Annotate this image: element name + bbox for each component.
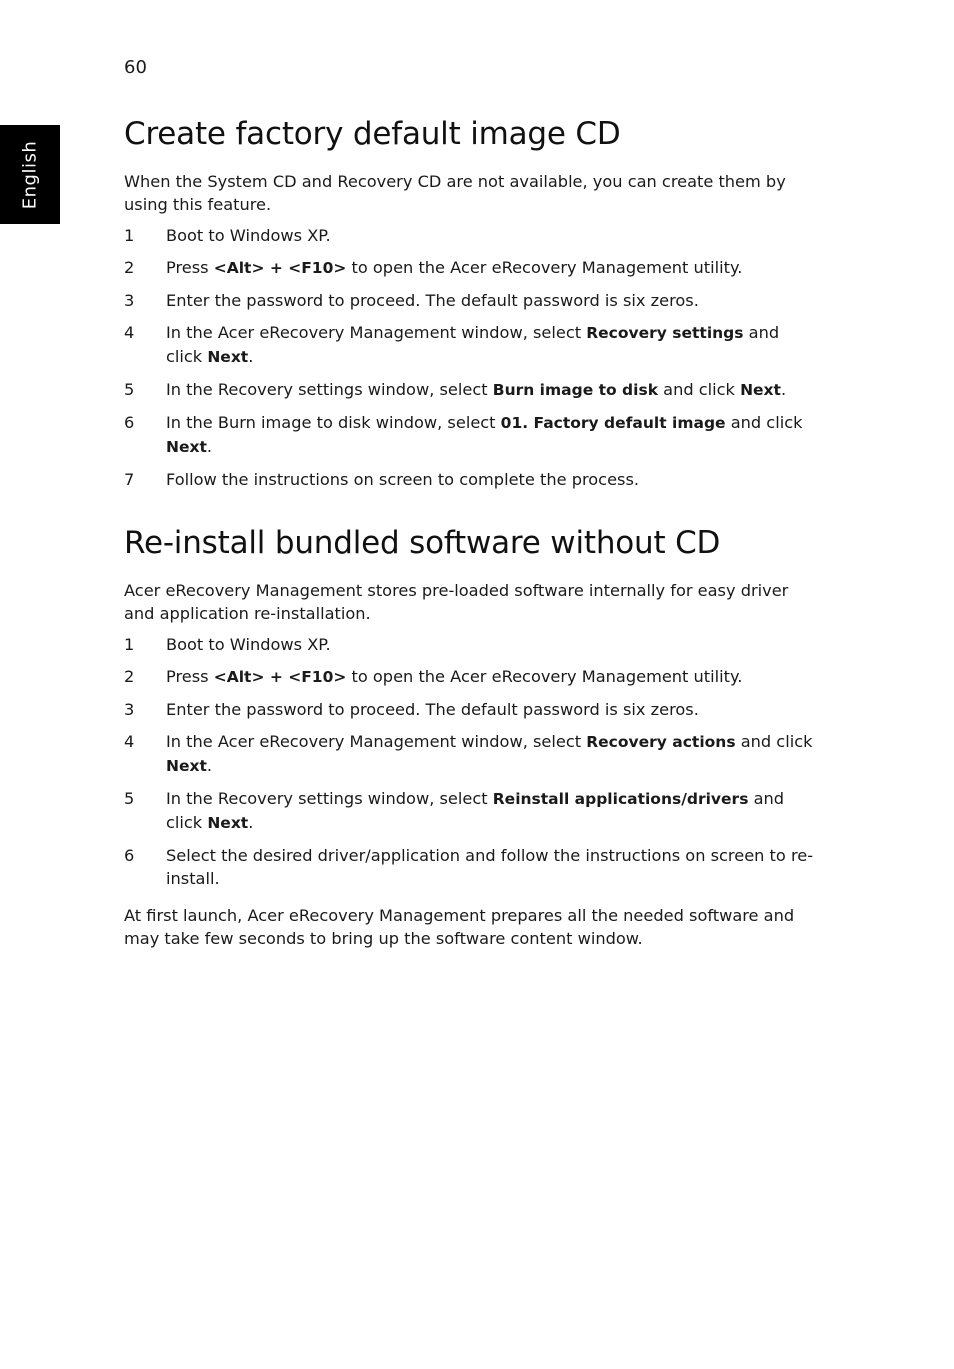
- page-number: 60: [124, 57, 147, 78]
- step-text: In the Acer eRecovery Management window, select: [166, 323, 587, 342]
- step-text: Boot to Windows XP.: [166, 635, 331, 654]
- step-text: .: [780, 380, 787, 399]
- step-item: [124, 411, 814, 459]
- step-number: 5: [124, 789, 135, 808]
- step-text: Press: [166, 667, 214, 686]
- step-emphasis: Next: [207, 814, 249, 832]
- step-text: In the Recovery settings window, select: [166, 789, 493, 808]
- step-item: [124, 787, 814, 835]
- step-number: 4: [124, 732, 135, 751]
- step-emphasis: <Alt> + <F10>: [213, 668, 347, 686]
- step-text: .: [206, 756, 213, 775]
- step-emphasis: Reinstall applications/drivers: [492, 790, 749, 808]
- step-text: Follow the instructions on screen to complete the process.: [166, 470, 640, 489]
- step-text: and click: [166, 323, 780, 366]
- step-text: Select the desired driver/application and follow the instructions on screen to re-install.: [166, 846, 814, 888]
- step-item: [124, 321, 814, 369]
- section-intro-reinstall: Acer eRecovery Management stores pre-loaded software internally for easy driver and application re-installation.: [124, 581, 789, 623]
- step-number: 2: [124, 667, 135, 686]
- step-text: Enter the password to proceed. The default password is six zeros.: [166, 700, 699, 719]
- page-content: [124, 112, 814, 958]
- step-text: In the Recovery settings window, select: [166, 380, 493, 399]
- step-number: 3: [124, 291, 135, 310]
- step-item: [124, 468, 814, 491]
- step-emphasis: Burn image to disk: [492, 381, 658, 399]
- step-item: [124, 633, 814, 656]
- step-text: Enter the password to proceed. The default password is six zeros.: [166, 291, 699, 310]
- step-text: and click: [735, 732, 813, 751]
- step-text: .: [248, 347, 254, 366]
- step-emphasis: Recovery settings: [586, 324, 744, 342]
- step-item: [124, 844, 814, 890]
- step-number: 3: [124, 700, 135, 719]
- step-text: and click: [725, 413, 803, 432]
- language-tab: [0, 125, 60, 224]
- step-text: and click: [658, 380, 741, 399]
- step-text: to open the Acer eRecovery Management utility.: [346, 667, 743, 686]
- step-item: [124, 730, 814, 778]
- step-item: [124, 378, 814, 402]
- section-intro-create-image: When the System CD and Recovery CD are not available, you can create them by using this feature.: [124, 172, 786, 214]
- step-text: .: [248, 813, 254, 832]
- step-number: 7: [124, 470, 135, 489]
- section-title-create-image: Create factory default image CD: [124, 116, 621, 152]
- step-number: 4: [124, 323, 135, 342]
- step-number: 2: [124, 258, 135, 277]
- language-tab-label: English: [19, 140, 41, 210]
- step-emphasis: 01. Factory default image: [500, 414, 726, 432]
- step-text: to open the Acer eRecovery Management utility.: [346, 258, 743, 277]
- step-number: 1: [124, 226, 135, 245]
- step-text: In the Burn image to disk window, select: [166, 413, 501, 432]
- steps-list-reinstall: [124, 633, 814, 890]
- step-emphasis: <Alt> + <F10>: [213, 259, 347, 277]
- step-number: 6: [124, 846, 135, 865]
- section-title-reinstall: Re-install bundled software without CD: [124, 525, 721, 561]
- step-text: and click: [166, 789, 785, 832]
- step-item: [124, 224, 814, 247]
- step-emphasis: Next: [207, 348, 249, 366]
- step-text: Boot to Windows XP.: [166, 226, 331, 245]
- step-number: 5: [124, 380, 135, 399]
- step-item: [124, 698, 814, 721]
- step-item: [124, 256, 814, 280]
- steps-list-create-image: [124, 224, 814, 491]
- step-text: Press: [166, 258, 214, 277]
- step-emphasis: Recovery actions: [586, 733, 736, 751]
- step-text: .: [206, 437, 213, 456]
- step-item: [124, 665, 814, 689]
- step-number: 6: [124, 413, 135, 432]
- step-number: 1: [124, 635, 135, 654]
- section-note-reinstall: At first launch, Acer eRecovery Management prepares all the needed software and may take few seconds to bring up the software content window.: [124, 906, 795, 948]
- step-item: [124, 289, 814, 312]
- step-emphasis: Next: [740, 381, 781, 399]
- step-text: In the Acer eRecovery Management window, select: [166, 732, 587, 751]
- step-emphasis: Next: [166, 438, 207, 456]
- step-emphasis: Next: [166, 757, 207, 775]
